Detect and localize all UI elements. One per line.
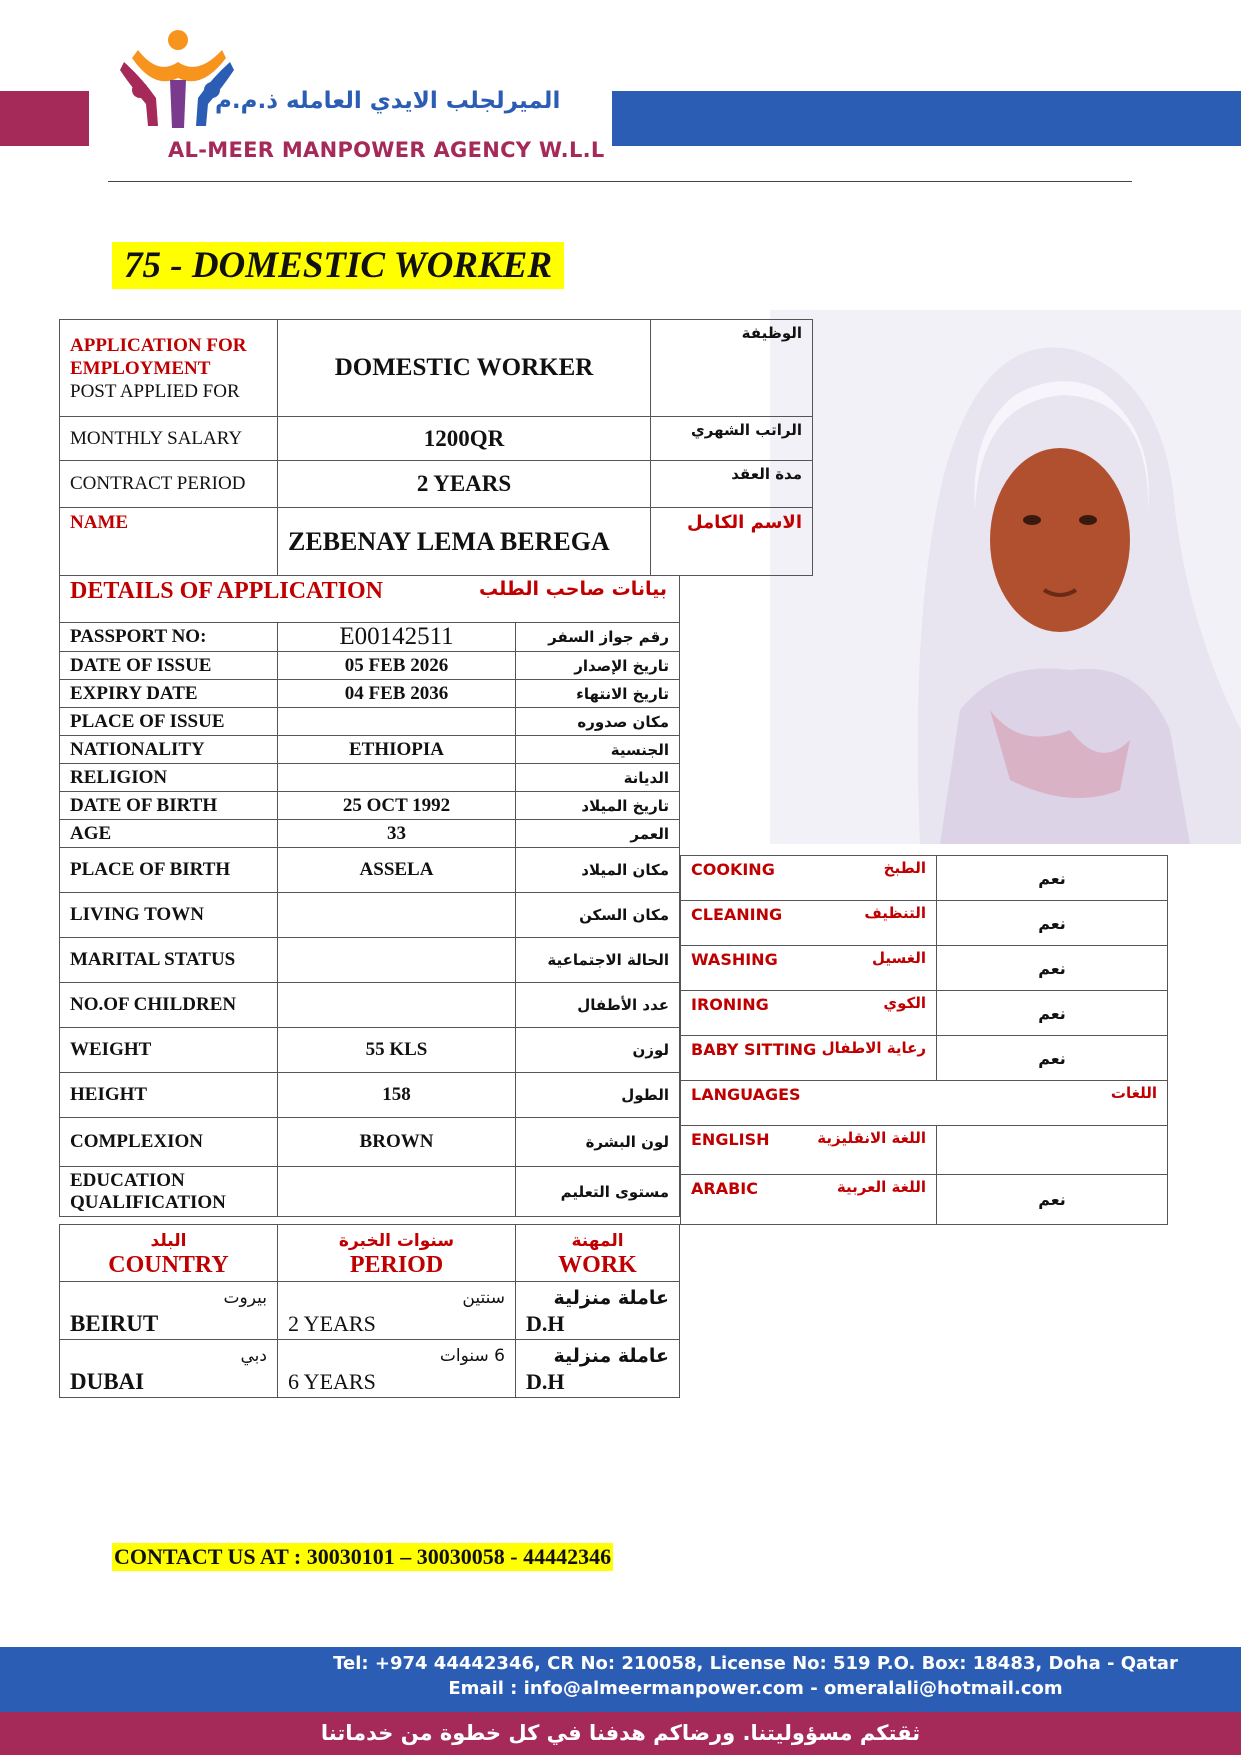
contract-arabic-label: مدة العقد (651, 461, 813, 508)
details-row (60, 893, 680, 938)
details-row-arabic: مكان الميلاد (516, 848, 680, 893)
header-divider (108, 181, 1132, 182)
work-header: المهنة WORK (516, 1225, 680, 1282)
experience-table (59, 1224, 680, 1398)
details-row-label: COMPLEXION (60, 1118, 278, 1167)
details-row-label: NATIONALITY (60, 736, 278, 764)
contract-value: 2 YEARS (278, 461, 651, 508)
details-row-label: LIVING TOWN (60, 893, 278, 938)
skill-name-cell (681, 1126, 937, 1175)
details-row (60, 652, 680, 680)
details-row-arabic: الحالة الاجتماعية (516, 938, 680, 983)
salary-label: MONTHLY SALARY (60, 417, 278, 461)
skill-name-cell (681, 1175, 937, 1225)
skill-value: نعم (937, 1175, 1168, 1225)
skill-value: نعم (937, 946, 1168, 991)
footer-contact-band (0, 1647, 1241, 1712)
details-row-arabic: تاريخ الانتهاء (516, 680, 680, 708)
details-row-value (278, 764, 516, 792)
details-row-label: DATE OF BIRTH (60, 792, 278, 820)
skill-row (681, 1126, 1168, 1175)
details-table (59, 575, 680, 1217)
details-row-arabic: لون البشرة (516, 1118, 680, 1167)
details-row-value: 05 FEB 2026 (278, 652, 516, 680)
details-row (60, 1167, 680, 1217)
header-bar-right (612, 91, 1241, 146)
name-value: ZEBENAY LEMA BEREGA (278, 508, 651, 576)
details-row-arabic: رقم جواز السفر (516, 623, 680, 652)
header-bar-left (0, 91, 89, 146)
details-row-value: 158 (278, 1073, 516, 1118)
details-row-value: 04 FEB 2036 (278, 680, 516, 708)
details-row-value (278, 708, 516, 736)
skill-name-cell (681, 991, 937, 1036)
details-row (60, 1073, 680, 1118)
experience-country: دبي DUBAI (60, 1340, 278, 1398)
details-row-arabic: العمر (516, 820, 680, 848)
name-arabic-label: الاسم الكامل (651, 508, 813, 576)
skill-value: نعم (937, 901, 1168, 946)
skill-value: نعم (937, 856, 1168, 901)
skill-row (681, 1175, 1168, 1225)
details-row (60, 764, 680, 792)
details-row-value: ASSELA (278, 848, 516, 893)
details-row-label: PLACE OF BIRTH (60, 848, 278, 893)
details-heading: DETAILS OF APPLICATION (70, 578, 383, 604)
details-row-value: BROWN (278, 1118, 516, 1167)
details-row-arabic: مكان السكن (516, 893, 680, 938)
skill-name-arabic: اللغة الانقليزية (817, 1129, 926, 1147)
details-row (60, 983, 680, 1028)
details-row-label: PASSPORT NO: (60, 623, 278, 652)
details-row-value: E00142511 (278, 623, 516, 652)
skill-value (937, 1126, 1168, 1175)
details-row (60, 1028, 680, 1073)
skill-name-arabic: التنظيف (864, 904, 926, 922)
skill-row (681, 946, 1168, 991)
details-row-value: ETHIOPIA (278, 736, 516, 764)
logo-arabic-text: الميرلجلب الايدي العامله ذ.م.م (215, 88, 561, 114)
skill-name-cell (681, 1036, 937, 1081)
details-row-label: PLACE OF ISSUE (60, 708, 278, 736)
details-row-label: NO.OF CHILDREN (60, 983, 278, 1028)
page-title: 75 - DOMESTIC WORKER (112, 242, 564, 289)
details-row-label: WEIGHT (60, 1028, 278, 1073)
details-row-label: EDUCATION QUALIFICATION (60, 1167, 278, 1217)
logo-english-text: AL-MEER MANPOWER AGENCY W.L.L (168, 138, 605, 162)
agency-logo-icon (118, 28, 238, 132)
languages-row (681, 1081, 1168, 1126)
details-row-label: MARITAL STATUS (60, 938, 278, 983)
details-row (60, 623, 680, 652)
details-row-value (278, 1167, 516, 1217)
footer-line-2: Email : info@almeermanpower.com - omeralali@hotmail.com (448, 1678, 1063, 1699)
skill-row (681, 856, 1168, 901)
details-row-arabic: مستوى التعليم (516, 1167, 680, 1217)
salary-value: 1200QR (278, 417, 651, 461)
worker-photo (770, 310, 1241, 844)
skill-name: COOKING (691, 860, 775, 879)
skill-row (681, 1036, 1168, 1081)
skill-name-arabic: الغسيل (871, 949, 926, 967)
details-row-label: EXPIRY DATE (60, 680, 278, 708)
details-row-label: DATE OF ISSUE (60, 652, 278, 680)
skill-value: نعم (937, 1036, 1168, 1081)
name-label: NAME (60, 508, 278, 576)
details-row-arabic: الطول (516, 1073, 680, 1118)
skill-row (681, 901, 1168, 946)
skill-name-arabic: رعاية الاطفال (821, 1039, 926, 1057)
skill-row (681, 991, 1168, 1036)
skill-name-arabic: الكوي (883, 994, 926, 1012)
skill-name-arabic: الطبخ (883, 859, 926, 877)
details-heading-cell (60, 576, 680, 623)
details-row-value: 25 OCT 1992 (278, 792, 516, 820)
details-row-value (278, 938, 516, 983)
details-row (60, 680, 680, 708)
experience-work: عاملة منزلية D.H (516, 1282, 680, 1340)
details-row-value (278, 893, 516, 938)
experience-row (60, 1282, 680, 1340)
languages-label: LANGUAGES (691, 1085, 801, 1104)
skill-name: CLEANING (691, 905, 783, 924)
details-row-label: HEIGHT (60, 1073, 278, 1118)
skill-name-arabic: اللغة العربية (836, 1178, 926, 1196)
details-row (60, 708, 680, 736)
details-row (60, 848, 680, 893)
details-row-value (278, 983, 516, 1028)
post-applied-label: POST APPLIED FOR (70, 380, 240, 402)
post-arabic-label: الوظيفة (651, 320, 813, 417)
details-heading-arabic: بيانات صاحب الطلب (479, 578, 667, 600)
details-row-label: AGE (60, 820, 278, 848)
details-row-arabic: الجنسية (516, 736, 680, 764)
languages-cell (681, 1081, 1168, 1126)
contract-label: CONTRACT PERIOD (60, 461, 278, 508)
skill-name: ENGLISH (691, 1130, 770, 1149)
experience-row (60, 1340, 680, 1398)
post-label-cell (60, 320, 278, 417)
skill-value: نعم (937, 991, 1168, 1036)
details-row (60, 792, 680, 820)
period-header: سنوات الخبرة PERIOD (278, 1225, 516, 1282)
post-value: DOMESTIC WORKER (278, 320, 651, 417)
footer-slogan: ثقتكم مسؤوليتنا. ورضاكم هدفنا في كل خطوة من خدماتنا (0, 1712, 1241, 1755)
details-row-arabic: عدد الأطفال (516, 983, 680, 1028)
skill-name-cell (681, 901, 937, 946)
application-table (59, 319, 813, 576)
details-row-arabic: تاريخ الميلاد (516, 792, 680, 820)
skills-table (680, 855, 1168, 1225)
application-for-employment-label: APPLICATION FOR EMPLOYMENT (70, 334, 247, 379)
languages-arabic-label: اللغات (1110, 1084, 1157, 1102)
skill-name: WASHING (691, 950, 778, 969)
details-row-label: RELIGION (60, 764, 278, 792)
details-row-value: 33 (278, 820, 516, 848)
details-row (60, 1118, 680, 1167)
details-row-value: 55 KLS (278, 1028, 516, 1073)
experience-work: عاملة منزلية D.H (516, 1340, 680, 1398)
country-header: البلد COUNTRY (60, 1225, 278, 1282)
skill-name-cell (681, 946, 937, 991)
skill-name: ARABIC (691, 1179, 758, 1198)
experience-period: 6 سنوات 6 YEARS (278, 1340, 516, 1398)
details-row-arabic: مكان صدوره (516, 708, 680, 736)
experience-period: سنتين 2 YEARS (278, 1282, 516, 1340)
details-row (60, 820, 680, 848)
experience-country: بيروت BEIRUT (60, 1282, 278, 1340)
details-row-arabic: الديانة (516, 764, 680, 792)
skill-name: BABY SITTING (691, 1040, 817, 1059)
details-row-arabic: لوزن (516, 1028, 680, 1073)
details-row-arabic: تاريخ الإصدار (516, 652, 680, 680)
details-row (60, 736, 680, 764)
footer-line-1: Tel: +974 44442346, CR No: 210058, License No: 519 P.O. Box: 18483, Doha - Qatar (333, 1653, 1178, 1674)
skill-name-cell (681, 856, 937, 901)
salary-arabic-label: الراتب الشهري (651, 417, 813, 461)
details-row (60, 938, 680, 983)
skill-name: IRONING (691, 995, 769, 1014)
contact-line: CONTACT US AT : 30030101 – 30030058 - 44442346 (114, 1544, 612, 1569)
